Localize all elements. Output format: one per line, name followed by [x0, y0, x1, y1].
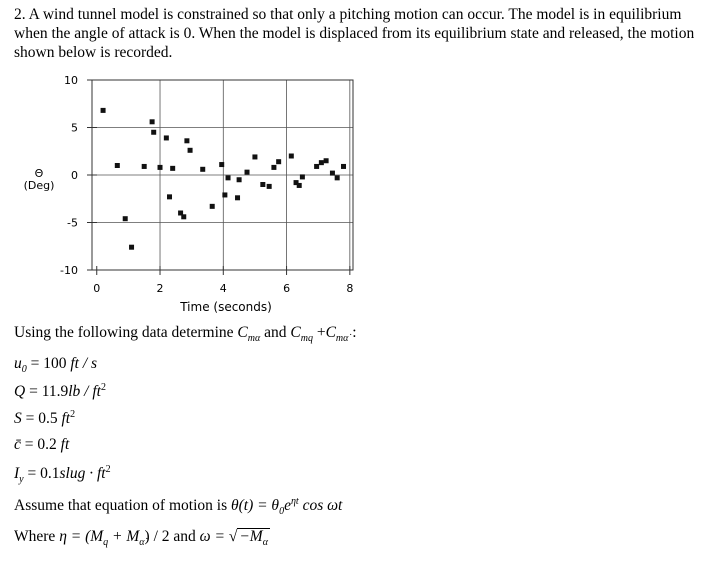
- data-point: [335, 175, 340, 180]
- data-point: [324, 158, 329, 163]
- data-point: [276, 159, 281, 164]
- data-point: [181, 214, 186, 219]
- y-axis-symbol: Θ: [34, 167, 44, 180]
- x-tick-label: 6: [283, 282, 291, 295]
- data-point: [267, 184, 272, 189]
- coef-cmadot-sub: mα̇: [335, 333, 349, 344]
- coef-cma-sub: mα: [247, 333, 261, 344]
- y-tick-label: 0: [71, 169, 78, 182]
- data-point: [184, 138, 189, 143]
- data-point: [260, 182, 265, 187]
- y-tick-label: 10: [64, 74, 78, 87]
- x-tick-label: 0: [93, 282, 101, 295]
- y-tick-label: -5: [67, 216, 78, 230]
- data-point: [210, 204, 215, 209]
- coef-cmadot: C: [325, 324, 336, 341]
- given-wing-area: S = 0.5 $ft^2$: [14, 409, 76, 427]
- data-point: [341, 164, 346, 169]
- given-dynamic-pressure: $Q = 11.9lb / ft^2$: [14, 382, 106, 400]
- assume-text: Assume that equation of motion is: [14, 497, 231, 514]
- data-point: [226, 175, 231, 180]
- data-point: [129, 245, 134, 250]
- data-point: [319, 160, 324, 165]
- data-point: [158, 165, 163, 170]
- data-point: [167, 194, 172, 199]
- problem-statement: 2. A wind tunnel model is constrained so that only a pitching motion can occur. The model is in equilibrium when the angle of attack is 0. When the model is displaced from its equilibrium state and released, the motion shown below is recorded.: [14, 6, 695, 61]
- given-velocity: $u_0 = 100$ ft / s: [14, 355, 98, 375]
- data-point: [252, 154, 257, 159]
- data-point: [300, 174, 305, 179]
- given-chord: c̄ = 0.2 ft: [14, 436, 70, 453]
- coef-cmq: C: [290, 324, 301, 341]
- x-tick-label: 4: [219, 282, 227, 295]
- data-point: [330, 171, 335, 176]
- data-point: [297, 183, 302, 188]
- prompt-line: [14, 324, 357, 342]
- data-point: [222, 192, 227, 197]
- data-point: [142, 164, 147, 169]
- data-point: [245, 170, 250, 175]
- assume-line: Assume that equation of motion is $\theta(t) = \theta_0e^{\eta t}$ cos ωt: [14, 496, 343, 517]
- prompt-and: and: [264, 324, 287, 341]
- data-point: [289, 154, 294, 159]
- prompt-intro: Using the following data determine: [14, 324, 234, 341]
- data-point: [123, 216, 128, 221]
- where-line: Where $\eta = (M_q + M_{\alphȧ}) / 2$ and ω = √ $-M_\alpha$: [14, 528, 268, 548]
- y-tick-label: 5: [71, 121, 78, 135]
- x-tick-label: 2: [156, 282, 164, 295]
- data-point: [170, 166, 175, 171]
- data-point: [314, 164, 319, 169]
- coef-cmq-sub: mq: [300, 333, 313, 344]
- coef-cma: C: [237, 324, 248, 341]
- y-axis-unit: (Deg): [23, 179, 55, 192]
- data-point: [188, 148, 193, 153]
- data-point: [271, 165, 276, 170]
- prompt-plus: +: [316, 324, 326, 341]
- sqrt-body: $-M_\alpha$: [239, 528, 268, 548]
- chart-grid: [92, 80, 353, 270]
- data-point: [219, 162, 224, 167]
- given-inertia: $I_y$ = 0.1slug · $ft^2$: [14, 464, 111, 485]
- prompt-colon: :: [352, 324, 357, 341]
- x-axis-label: Time (seconds): [180, 300, 272, 314]
- where-text: Where: [14, 528, 60, 545]
- y-tick-label: -10: [60, 264, 78, 277]
- data-point: [200, 167, 205, 172]
- data-point: [150, 119, 155, 124]
- data-point: [237, 177, 242, 182]
- x-tick-label: 8: [346, 282, 354, 295]
- data-point: [151, 130, 156, 135]
- chart-ticks: [60, 74, 353, 295]
- data-point: [235, 195, 240, 200]
- data-point: [115, 163, 120, 168]
- data-point: [101, 108, 106, 113]
- data-point: [164, 135, 169, 140]
